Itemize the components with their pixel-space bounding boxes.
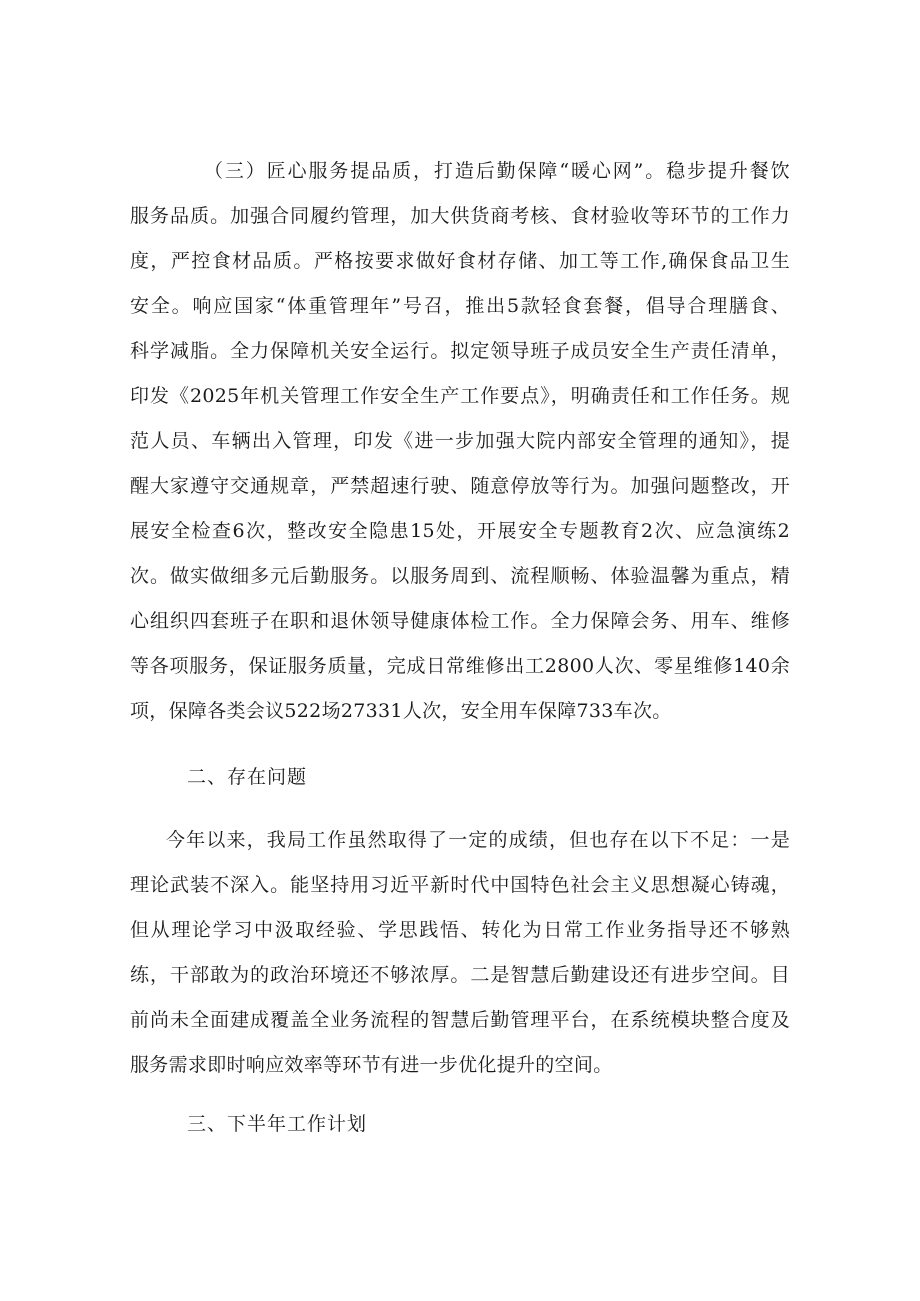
- paragraph-line: 安全。响应国家“体重管理年”号召，推出5款轻食套餐，倡导合理膳食、: [130, 295, 790, 317]
- paragraph-line: 理论武装不深入。能坚持用习近平新时代中国特色社会主义思想凝心铸魂，: [130, 874, 790, 896]
- section-heading-problems: 二、存在问题: [187, 766, 308, 788]
- section-heading-plan: 三、下半年工作计划: [187, 1113, 368, 1135]
- paragraph-line: 科学减脂。全力保障机关安全运行。拟定领导班子成员安全生产责任清单，: [130, 340, 790, 362]
- paragraph-line: 前尚未全面建成覆盖全业务流程的智慧后勤管理平台，在系统模块整合度及: [130, 1009, 790, 1031]
- paragraph-line: （三）匠心服务提品质，打造后勤保障“暖心网”。稳步提升餐饮: [204, 160, 790, 182]
- paragraph-line: 练，干部敢为的政治环境还不够浓厚。二是智慧后勤建设还有进步空间。目: [130, 964, 790, 986]
- paragraph-line: 醒大家遵守交通规章，严禁超速行驶、随意停放等行为。加强问题整改，开: [130, 475, 790, 497]
- paragraph-line: 等各项服务，保证服务质量，完成日常维修出工2800人次、零星维修140余: [130, 655, 790, 677]
- paragraph-line: 服务需求即时响应效率等环节有进一步优化提升的空间。: [130, 1054, 613, 1076]
- paragraph-line: 展安全检查6次，整改安全隐患15处，开展安全专题教育2次、应急演练2: [130, 520, 790, 542]
- paragraph-line: 范人员、车辆出入管理，印发《进一步加强大院内部安全管理的通知》，提: [130, 430, 790, 452]
- paragraph-line: 心组织四套班子在职和退休领导健康体检工作。全力保障会务、用车、维修: [130, 610, 790, 632]
- paragraph-line: 度，严控食材品质。严格按要求做好食材存储、加工等工作,确保食品卫生: [130, 250, 790, 272]
- paragraph-line: 但从理论学习中汲取经验、学思践悟、转化为日常工作业务指导还不够熟: [130, 919, 790, 941]
- paragraph-line: 服务品质。加强合同履约管理，加大供货商考核、食材验收等环节的工作力: [130, 205, 790, 227]
- paragraph-line: 次。做实做细多元后勤服务。以服务周到、流程顺畅、体验温馨为重点，精: [130, 565, 790, 587]
- paragraph-line: 项，保障各类会议522场27331人次，安全用车保障733车次。: [130, 700, 672, 722]
- paragraph-line: 今年以来，我局工作虽然取得了一定的成绩，但也存在以下不足：一是: [166, 829, 790, 851]
- paragraph-line: 印发《2025年机关管理工作安全生产工作要点》，明确责任和工作任务。规: [130, 385, 790, 407]
